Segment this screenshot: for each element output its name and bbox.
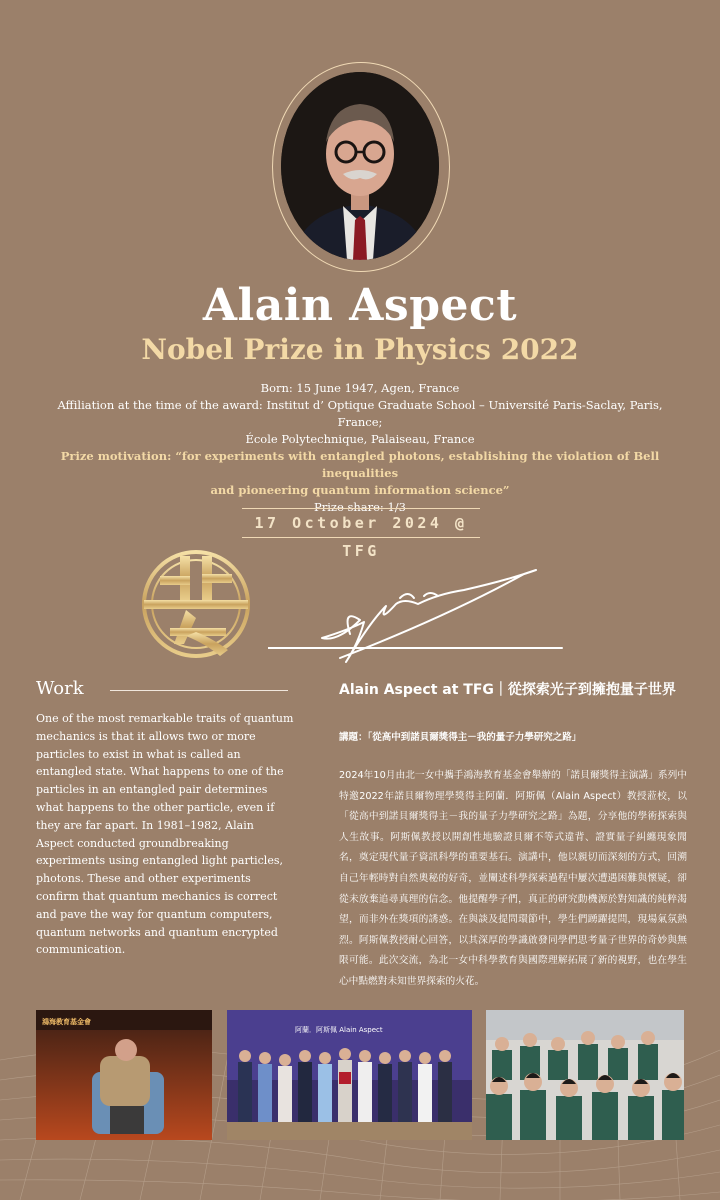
motivation-line-1: Prize motivation: “for experiments with entangled photons, establishing the violation of Bell inequalities: [60, 449, 660, 480]
stage-text: 阿蘭．阿斯佩 Alain Aspect: [295, 1026, 383, 1034]
photo-audience: [486, 1010, 684, 1140]
banner-text: 鴻海教育基金會: [42, 1018, 91, 1026]
event-date: 17 October 2024 @ TFG: [242, 508, 480, 538]
affiliation-line-2: École Polytechnique, Palaiseau, France: [245, 432, 475, 446]
school-logo-icon: [140, 548, 252, 660]
photo-lecture-speaker: [36, 1010, 212, 1140]
laureate-name: Alain Aspect: [202, 280, 518, 331]
tfg-heading: Alain Aspect at TFG｜從探索光子到擁抱量子世界: [339, 682, 676, 698]
work-heading: Work: [36, 678, 84, 699]
signature: [268, 560, 568, 670]
portrait-photo: [281, 72, 439, 260]
affiliation-line-1: Affiliation at the time of the award: Institut d’ Optique Graduate School – Université Paris-Saclay, Paris, France;: [57, 398, 663, 429]
tfg-description: 2024年10月由北一女中攜手鴻海教育基金會舉辦的「諾貝爾獎得主演講」系列中特邀2022年諾貝爾物理學獎得主阿蘭．阿斯佩（Alain Aspect）教授蒞校，以「從高中到諾貝爾獎得主－我的量子力學研究之路」為題，分享他的學術探索與人生故事。阿斯佩教授以開創性地驗證貝爾不等式違背、證實量子糾纏現象聞名，奠定現代量子資訊科學的重要基石。演講中，他以親切而深刻的方式，回溯自己年輕時對自然奧秘的好奇，並闡述科學探索過程中屢次遭遇困難與懷疑，卻從未放棄追尋真理的信念。他提醒學子們，真正的研究動機源於對知識的純粹渴望，而非外在獎項的誘惑。在與談及提問環節中，學生們踴躍提問，現場氣氛熱烈。阿斯佩教授耐心回答，以其深厚的學識啟發同學們思考量子世界的奇妙與無限可能。此次交流，為北一女中科學教育與國際理解拓展了新的視野，也在學生心中點燃對未知世界探索的火花。: [339, 770, 687, 987]
lecture-title: 講題：「從高中到諾貝爾獎得主－我的量子力學研究之路」: [339, 732, 582, 743]
prize-share-line: Prize share: 1/3: [314, 500, 406, 514]
prize-title: Nobel Prize in Physics 2022: [141, 333, 579, 366]
born-line: Born: 15 June 1947, Agen, France: [260, 381, 460, 395]
work-divider: [110, 690, 288, 691]
photo-group: [227, 1010, 472, 1140]
motivation-line-2: and pioneering quantum information science”: [210, 483, 510, 497]
laureate-info: [40, 380, 680, 516]
work-description: One of the most remarkable traits of quantum mechanics is that it allows two or more particles to exist in what is called an entangled state. What happens to one of the particles in an entangled pair determines what happens to the other particle, even if they are far apart. In 1981–1982, Alain Aspect conducted groundbreaking experiments using entangled light particles, photons. These and other experiments confirm that quantum mechanics is correct and pave the way for quantum computers, quantum networks and quantum encrypted communication.: [36, 712, 294, 957]
